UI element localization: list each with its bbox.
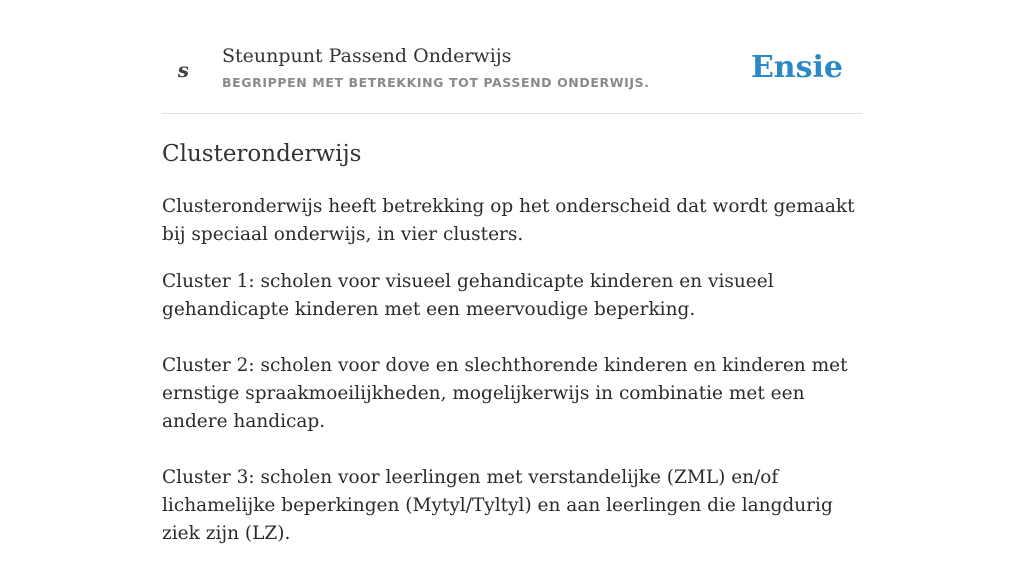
- article-intro: Clusteronderwijs heeft betrekking op het onderscheid dat wordt gemaakt bij speciaal onderwijs, in vier clusters.: [162, 196, 855, 245]
- ensie-brand-link[interactable]: Ensie: [750, 50, 843, 85]
- cluster-item-2: Cluster 2: scholen voor dove en slechthorende kinderen en kinderen met ernstige spraakmoeilijkheden, mogelijkerwijs in combinatie met een andere handicap.: [162, 355, 848, 432]
- site-header: [162, 0, 862, 114]
- page-container: [162, 0, 862, 576]
- article-body: [162, 193, 862, 548]
- site-subtitle: BEGRIPPEN MET BETREKKING TOT PASSEND ONDERWIJS.: [222, 75, 650, 90]
- site-logo-icon[interactable]: s: [176, 58, 191, 82]
- page-title: Clusteronderwijs: [162, 141, 362, 167]
- cluster-item-3: Cluster 3: scholen voor leerlingen met verstandelijke (ZML) en/of lichamelijke beperkingen (Mytyl/Tyltyl) en aan leerlingen die langdurig ziek zijn (LZ).: [162, 467, 833, 544]
- cluster-item-1: Cluster 1: scholen voor visueel gehandicapte kinderen en visueel gehandicapte kinderen met een meervoudige beperking.: [162, 271, 774, 320]
- cluster-list: [162, 268, 862, 548]
- site-title-link[interactable]: Steunpunt Passend Onderwijs: [222, 45, 512, 67]
